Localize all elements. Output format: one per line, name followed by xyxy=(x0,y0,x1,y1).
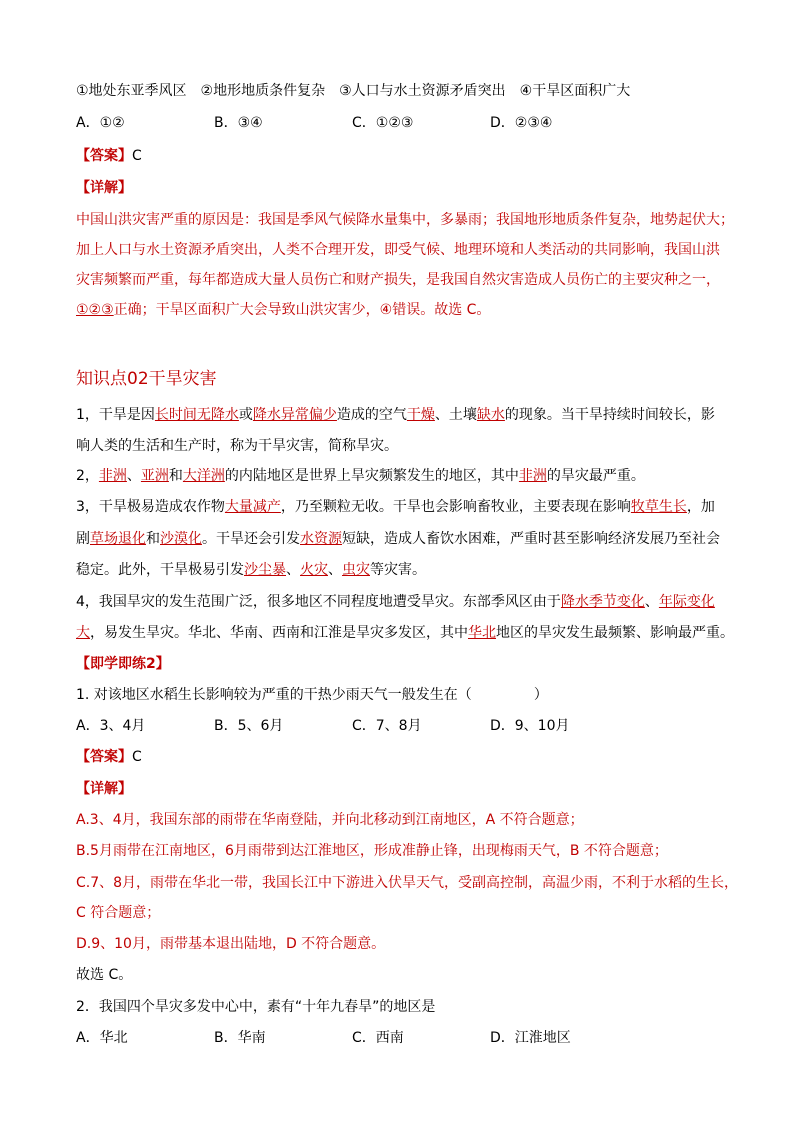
text: 、土壤 xyxy=(434,407,477,423)
text: 、 xyxy=(644,594,659,610)
keyword: 干燥 xyxy=(406,407,435,423)
knowledge-point-title: 干旱灾害 xyxy=(148,369,217,389)
question-2-options xyxy=(76,1028,726,1048)
option-b: B．华南 xyxy=(214,1030,266,1046)
statements-line xyxy=(76,81,726,101)
text: 造成的空气 xyxy=(336,407,407,423)
detail-text: A.3、4月，我国东部的雨带在华南登陆，并向北移动到江南地区，A 不符合题意； xyxy=(76,812,584,828)
keyword: 年际变化 xyxy=(658,594,715,610)
question-stem: 1. 对该地区水稻生长影响较为严重的干热少雨天气一般发生在（ xyxy=(76,687,472,703)
detail-line xyxy=(76,934,726,954)
text: 和 xyxy=(146,531,160,547)
option-c: C．西南 xyxy=(352,1030,404,1046)
option-a: A．华北 xyxy=(76,1030,128,1046)
text: 或 xyxy=(238,407,253,423)
detail-label-line xyxy=(76,178,726,198)
options-line xyxy=(76,113,726,133)
text: 等灾害。 xyxy=(370,562,426,578)
detail-line xyxy=(76,810,726,830)
detail-text: 正确；干旱区面积广大会导致山洪灾害少，④错误。故选 C。 xyxy=(113,302,491,318)
knowledge-point-heading xyxy=(76,367,726,392)
question-1 xyxy=(76,685,726,705)
text: 。干旱还会引发 xyxy=(202,531,300,547)
text: 剧 xyxy=(76,531,90,547)
keyword: 降水季节变化 xyxy=(560,594,645,610)
detail-line xyxy=(76,873,739,893)
text: 、 xyxy=(126,468,141,484)
detail-text: 加上人口与水土资源矛盾突出，人类不合理开发，即受气候、地理环境和人类活动的共同影响，我国山洪 xyxy=(76,242,720,258)
text: 和 xyxy=(168,468,183,484)
kp-paragraph-4-cont xyxy=(76,623,734,643)
detail-text: B.5月雨带在江南地区，6月雨带到达江淮地区，形成准静止锋，出现梅雨天气，B 不符合题意； xyxy=(76,843,668,859)
knowledge-point-number: 知识点02 xyxy=(76,369,149,389)
text: 1，干旱是因 xyxy=(76,407,155,423)
detail-line xyxy=(76,300,726,320)
detail-line xyxy=(76,270,726,290)
keyword: 大量减产 xyxy=(224,499,281,515)
practice-label: 【即学即练2】 xyxy=(76,656,170,672)
practice-heading xyxy=(76,654,726,674)
detail-line xyxy=(76,841,726,861)
keyword: 沙漠化 xyxy=(160,531,202,547)
detail-text: C.7、8月，雨带在华北一带，我国长江中下游进入伏旱天气，受副高控制，高温少雨，不利于水稻的生长， xyxy=(76,875,739,891)
kp-paragraph-3-cont xyxy=(76,529,726,549)
kp-paragraph-3 xyxy=(76,497,726,517)
kp-paragraph-2 xyxy=(76,466,726,486)
statements-text: ①地处东亚季风区 ②地形地质条件复杂 ③人口与水土资源矛盾突出 ④干旱区面积广大 xyxy=(76,83,631,99)
text: 、 xyxy=(328,562,342,578)
answer-label: 【答案】 xyxy=(76,148,132,164)
conclusion-text: 故选 C。 xyxy=(76,967,133,983)
question-1-options xyxy=(76,716,726,736)
option-c: C．①②③ xyxy=(352,115,414,131)
text: 的内陆地区是世界上旱灾频繁发生的地区，其中 xyxy=(224,468,519,484)
detail-text: 灾害频繁而严重，每年都造成大量人员伤亡和财产损失，是我国自然灾害造成人员伤亡的主要灾种之一， xyxy=(76,272,720,288)
text: 稳定。此外，干旱极易引发 xyxy=(76,562,244,578)
keyword: 大洋洲 xyxy=(182,468,225,484)
detail-line xyxy=(76,903,726,923)
text: ，乃至颗粒无收。干旱也会影响畜牧业，主要表现在影响 xyxy=(280,499,631,515)
option-a: A．3、4月 xyxy=(76,718,146,734)
question-2 xyxy=(76,997,726,1017)
text: 响人类的生活和生产时，称为干旱灾害，简称旱灾。 xyxy=(76,438,398,454)
text: 3，干旱极易造成农作物 xyxy=(76,499,225,515)
detail-line xyxy=(76,210,734,230)
keyword: 华北 xyxy=(468,625,496,641)
answer-line xyxy=(76,146,726,166)
detail-text: 中国山洪灾害严重的原因是：我国是季风气候降水量集中，多暴雨；我国地形地质条件复杂，地势起伏大； xyxy=(76,212,734,228)
question-stem: 2．我国四个旱灾多发中心中，素有“十年九春旱”的地区是 xyxy=(76,999,436,1015)
text: ，易发生旱灾。华北、华南、西南和江淮是旱灾多发区，其中 xyxy=(90,625,468,641)
text: 地区的旱灾发生最频繁、影响最严重。 xyxy=(496,625,734,641)
answer-value: C xyxy=(132,148,142,164)
detail-label: 【详解】 xyxy=(76,781,132,797)
text: 短缺，造成人畜饮水困难，严重时甚至影响经济发展乃至社会 xyxy=(342,531,720,547)
keyword: 牧草生长 xyxy=(630,499,687,515)
keyword: 非洲 xyxy=(518,468,547,484)
detail-label-line xyxy=(76,779,726,799)
option-d: D．9、10月 xyxy=(490,718,570,734)
option-b: B．5、6月 xyxy=(214,718,284,734)
kp-paragraph-1 xyxy=(76,405,726,425)
detail-text: C 符合题意； xyxy=(76,905,161,921)
answer-label: 【答案】 xyxy=(76,749,132,765)
answer-line xyxy=(76,747,726,767)
keyword: 非洲 xyxy=(98,468,127,484)
keyword: 火灾 xyxy=(300,562,328,578)
option-a: A．①② xyxy=(76,115,125,131)
detail-line xyxy=(76,240,726,260)
text: 2， xyxy=(76,468,99,484)
keyword: 缺水 xyxy=(476,407,505,423)
option-c: C．7、8月 xyxy=(352,718,422,734)
detail-label: 【详解】 xyxy=(76,180,132,196)
text: ，加 xyxy=(686,499,715,515)
text: 、 xyxy=(286,562,300,578)
kp-paragraph-3-cont2 xyxy=(76,560,726,580)
keyword: 降水异常偏少 xyxy=(252,407,337,423)
keyword: 大 xyxy=(76,625,90,641)
option-d: D．江淮地区 xyxy=(490,1030,571,1046)
text: 的旱灾最严重。 xyxy=(546,468,645,484)
keyword: 亚洲 xyxy=(140,468,169,484)
answer-value: C xyxy=(132,749,142,765)
question-stem-close: ） xyxy=(533,687,548,703)
keyword: 长时间无降水 xyxy=(154,407,239,423)
option-b: B．③④ xyxy=(214,115,263,131)
keyword: 水资源 xyxy=(300,531,342,547)
kp-paragraph-4 xyxy=(76,592,726,612)
keyword: 虫灾 xyxy=(342,562,370,578)
keyword: 草场退化 xyxy=(90,531,146,547)
keyword: 沙尘暴 xyxy=(244,562,286,578)
option-d: D．②③④ xyxy=(490,115,553,131)
detail-text: D.9、10月，雨带基本退出陆地，D 不符合题意。 xyxy=(76,936,386,952)
kp-paragraph-1-cont xyxy=(76,436,726,456)
text: 4，我国旱灾的发生范围广泛，很多地区不同程度地遭受旱灾。东部季风区由于 xyxy=(76,594,561,610)
text: 的现象。当干旱持续时间较长，影 xyxy=(504,407,715,423)
conclusion-line xyxy=(76,965,726,985)
detail-highlight: ①②③ xyxy=(76,302,114,318)
